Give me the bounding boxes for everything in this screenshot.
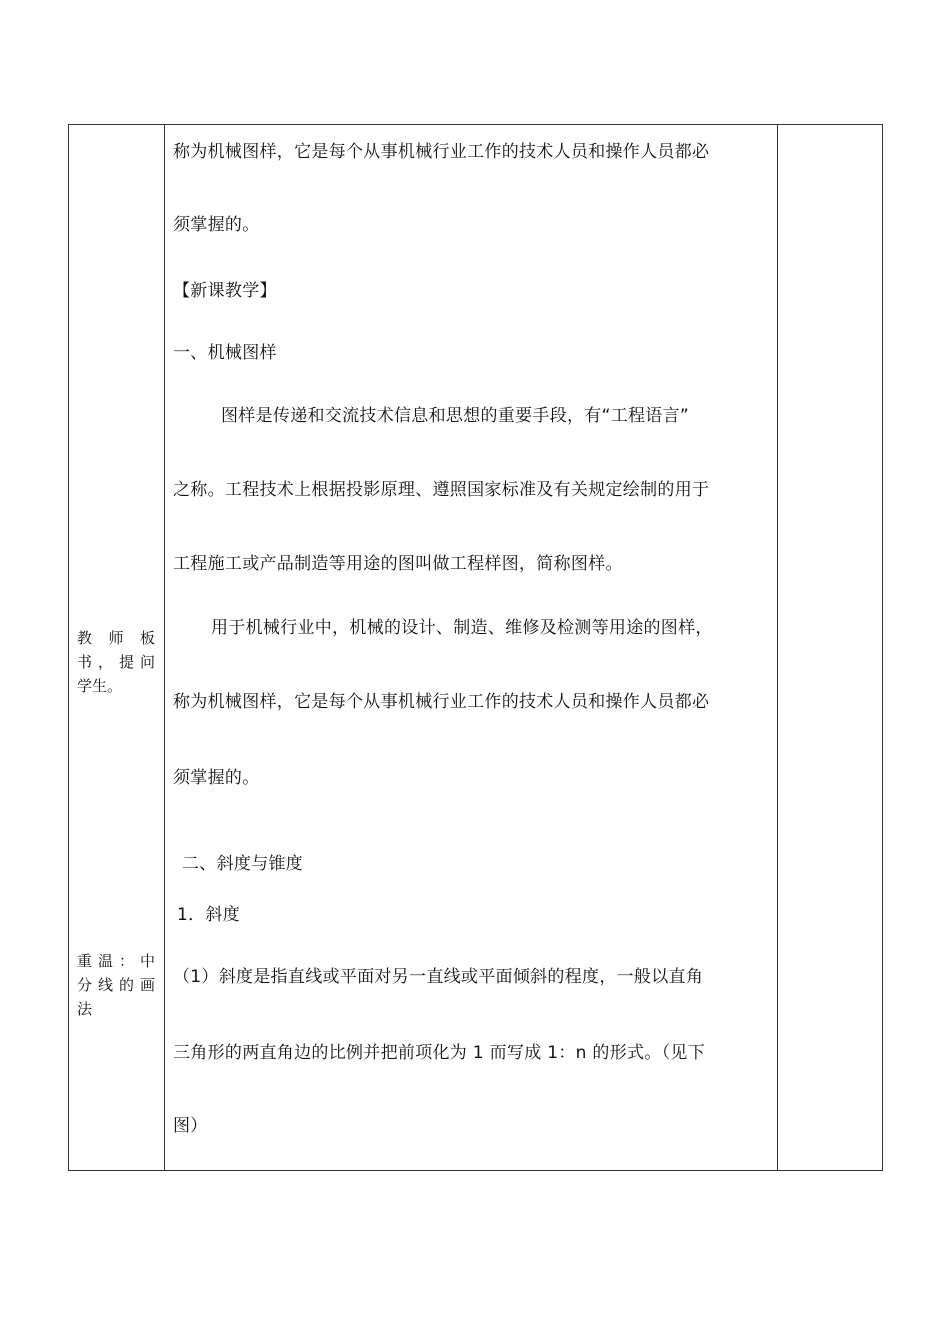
- content-line: 须掌握的。: [173, 768, 260, 788]
- teacher-note-line2: 书 ， 提 问: [77, 653, 155, 671]
- review-note: [77, 949, 155, 1021]
- review-note-line2: 分 线 的 画: [77, 976, 155, 994]
- column-divider-left: [164, 125, 165, 1170]
- content-line: 工程施工或产品制造等用途的图叫做工程样图，简称图样。: [173, 554, 623, 574]
- section-heading: 【新课教学】: [173, 281, 277, 301]
- content-line: 图样是传递和交流技术信息和思想的重要手段，有“工程语言”: [221, 406, 690, 426]
- review-note-line3: 法: [77, 1000, 93, 1018]
- teacher-note: [77, 626, 155, 698]
- content-line: 之称。工程技术上根据投影原理、遵照国家标准及有关规定绘制的用于: [173, 480, 710, 500]
- subsection-heading: 二、斜度与锥度: [182, 854, 304, 874]
- content-line: 用于机械行业中，机械的设计、制造、维修及检测等用途的图样，: [211, 618, 713, 638]
- review-note-line1: 重 温 ： 中: [77, 952, 155, 970]
- content-line: 须掌握的。: [173, 215, 260, 235]
- sub-item-heading: 1．斜度: [177, 905, 241, 925]
- teacher-note-line1: 教 师 板: [77, 629, 155, 647]
- content-line: （1）斜度是指直线或平面对另一直线或平面倾斜的程度，一般以直角: [173, 967, 704, 987]
- content-line: 图）: [173, 1116, 208, 1136]
- content-line: 称为机械图样，它是每个从事机械行业工作的技术人员和操作人员都必: [173, 142, 710, 162]
- subsection-heading: 一、机械图样: [173, 343, 277, 363]
- content-line: 称为机械图样，它是每个从事机械行业工作的技术人员和操作人员都必: [173, 692, 710, 712]
- column-divider-right: [777, 125, 778, 1170]
- teacher-note-line3: 学生。: [77, 677, 123, 695]
- content-line: 三角形的两直角边的比例并把前项化为 1 而写成 1：n 的形式。（见下: [173, 1043, 706, 1063]
